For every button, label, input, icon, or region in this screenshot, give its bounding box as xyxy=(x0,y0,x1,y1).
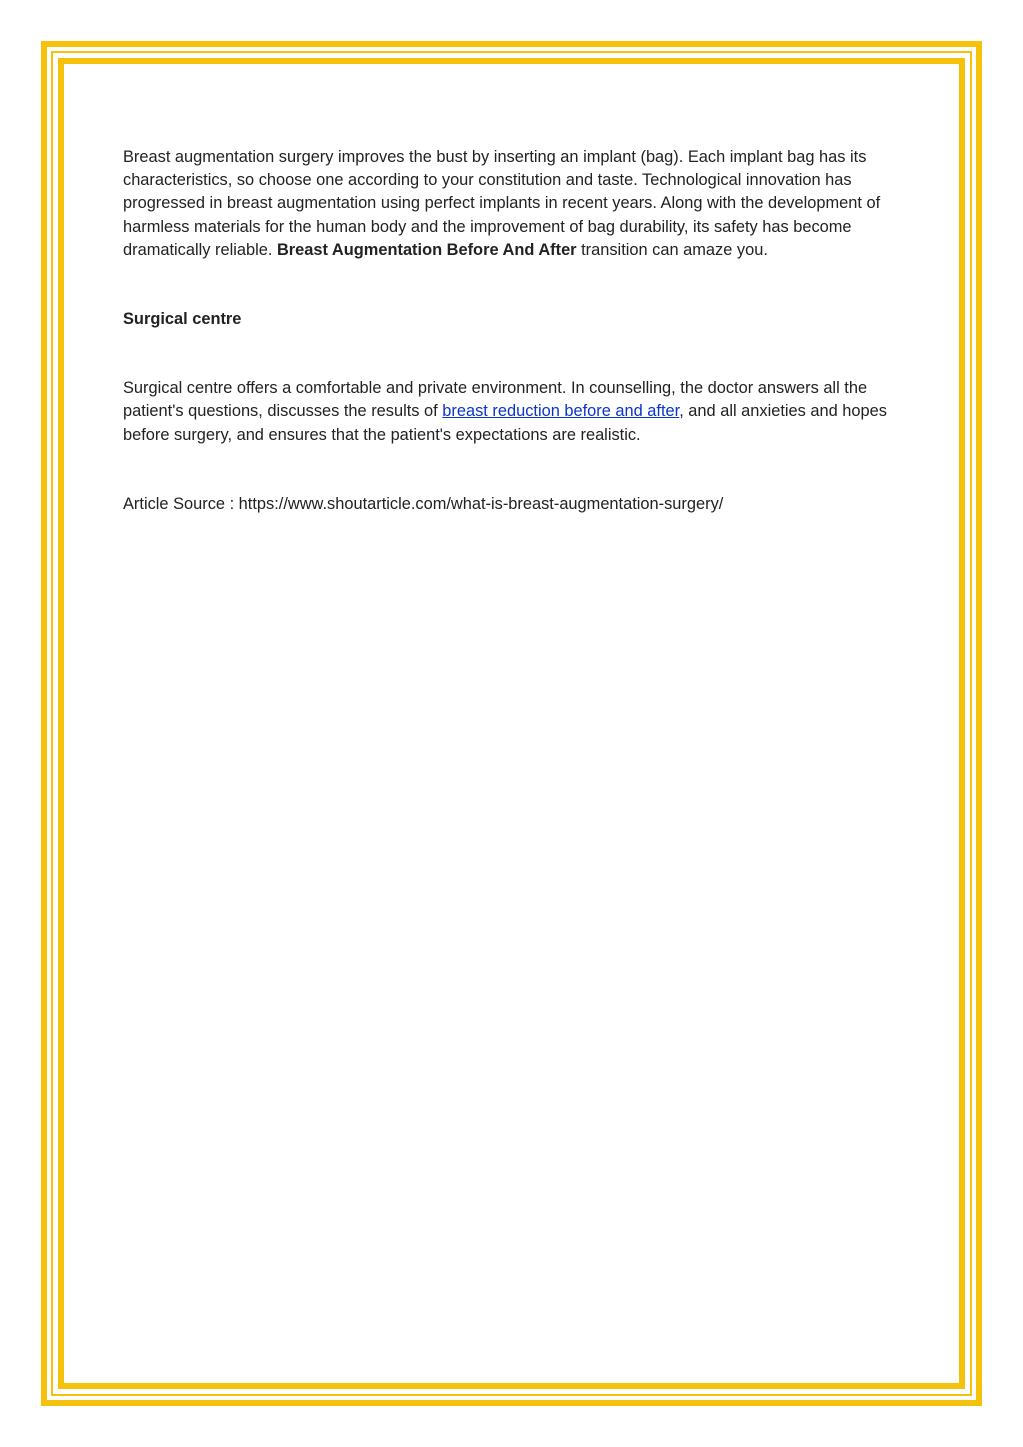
section-text-before: Surgical centre offers a comfortable and private environment. In counselling, the doctor answers all the patient's questions, discusses the results of xyxy=(123,379,868,421)
section-paragraph xyxy=(123,377,903,447)
intro-bold-phrase: Breast Augmentation Before And After xyxy=(276,240,577,259)
article-source: Article Source : https://www.shoutarticle.com/what-is-breast-augmentation-surgery/ xyxy=(123,494,724,513)
intro-text-after: transition can amaze you. xyxy=(576,240,768,259)
section-heading: Surgical centre xyxy=(123,310,242,329)
intro-paragraph xyxy=(123,146,903,262)
intro-text-before: Breast augmentation surgery improves the bust by inserting an implant (bag). Each implant bag has its characteristics, so choose one according to your constitution and taste. Technological innovation has progressed in breast augmentation using perfect implants in recent years. Along with the development of harmless materials for the human body and the improvement of bag durability, its safety has become dramatically reliable. xyxy=(123,148,881,259)
breast-reduction-link[interactable]: breast reduction before and after xyxy=(442,402,680,421)
section-text-after: , and all anxieties and hopes before surgery, and ensures that the patient's expectations are realistic. xyxy=(123,402,887,444)
document-body xyxy=(123,146,903,516)
